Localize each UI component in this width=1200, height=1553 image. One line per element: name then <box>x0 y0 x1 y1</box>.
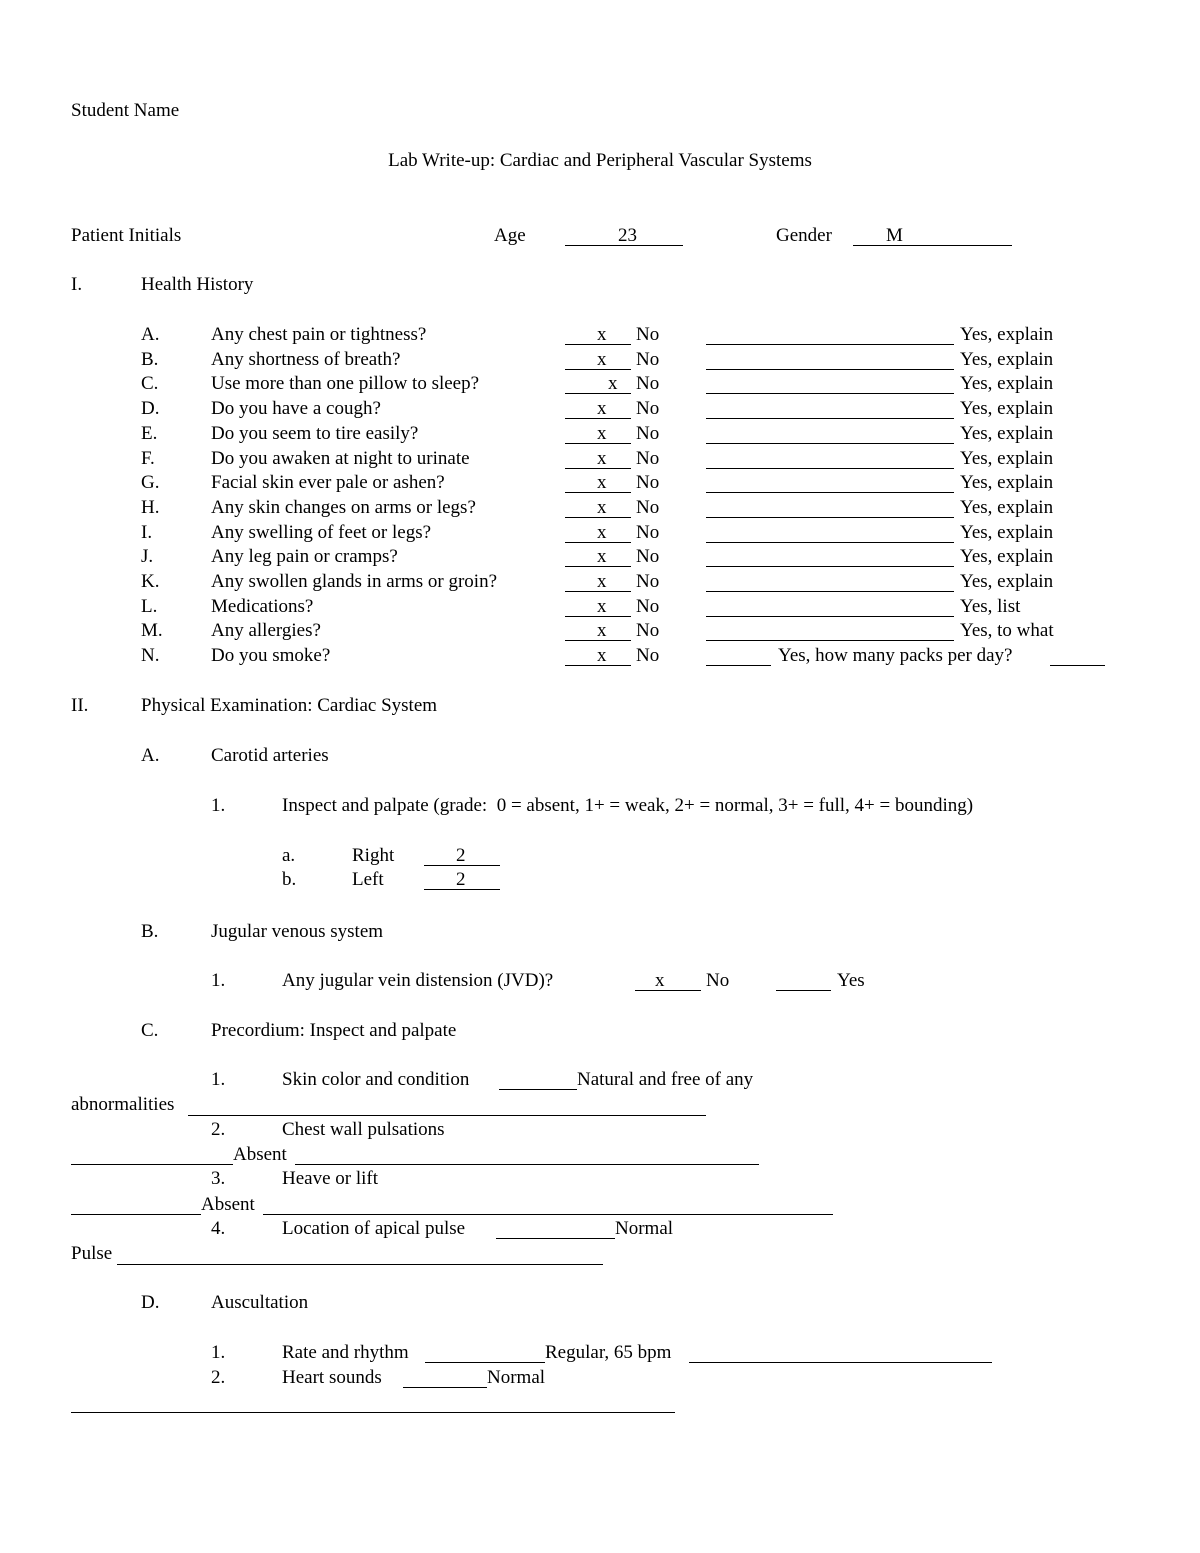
no-answer-mark[interactable]: x <box>597 423 607 444</box>
no-answer-mark[interactable]: x <box>608 373 618 394</box>
yes-explain-underline[interactable] <box>706 492 954 493</box>
no-answer-mark[interactable]: x <box>597 497 607 518</box>
chest-wall-underline-b <box>295 1164 759 1165</box>
no-label: No <box>636 349 660 370</box>
history-item-letter: G. <box>141 472 160 493</box>
heart-sounds-underline-a <box>403 1387 487 1388</box>
yes-label: Yes, explain <box>960 546 1054 567</box>
no-label: No <box>636 398 660 419</box>
patient-initials-label: Patient Initials <box>71 225 182 246</box>
history-question: Any swelling of feet or legs? <box>211 522 432 543</box>
section-1-numeral: I. <box>71 274 83 295</box>
yes-explain-underline[interactable] <box>706 418 954 419</box>
heave-lift-underline-a <box>71 1214 201 1215</box>
heave-lift-underline-b <box>263 1214 833 1215</box>
subsection-d-letter: D. <box>141 1292 160 1313</box>
yes-explain-underline[interactable] <box>706 517 954 518</box>
no-answer-mark[interactable]: x <box>597 349 607 370</box>
no-label: No <box>636 497 660 518</box>
history-question: Do you have a cough? <box>211 398 381 419</box>
history-question: Any swollen glands in arms or groin? <box>211 571 498 592</box>
history-item-letter: F. <box>141 448 155 469</box>
skin-color-answer-b[interactable]: abnormalities <box>71 1094 175 1115</box>
yes-label: Yes, explain <box>960 522 1054 543</box>
carotid-left-value[interactable]: 2 <box>456 869 466 890</box>
section-2-title: Physical Examination: Cardiac System <box>141 695 438 716</box>
auscultation-item-1-number: 1. <box>211 1342 226 1363</box>
history-question: Any chest pain or tightness? <box>211 324 427 345</box>
history-question: Any leg pain or cramps? <box>211 546 398 567</box>
no-answer-mark[interactable]: x <box>597 522 607 543</box>
packs-per-day-underline[interactable] <box>1050 665 1105 666</box>
no-answer-mark[interactable]: x <box>597 324 607 345</box>
history-item-letter: A. <box>141 324 160 345</box>
yes-label: Yes, explain <box>960 324 1054 345</box>
subsection-d-title: Auscultation <box>211 1292 309 1313</box>
yes-label: Yes, list <box>960 596 1021 617</box>
rate-rhythm-underline-a <box>425 1362 545 1363</box>
carotid-left-letter: b. <box>282 869 297 890</box>
history-question: Do you seem to tire easily? <box>211 423 419 444</box>
history-item-letter: N. <box>141 645 160 666</box>
section-2-numeral: II. <box>71 695 89 716</box>
yes-label: Yes, explain <box>960 373 1054 394</box>
yes-explain-underline[interactable] <box>706 369 954 370</box>
gender-label: Gender <box>776 225 832 246</box>
history-item-letter: I. <box>141 522 153 543</box>
carotid-right-label: Right <box>352 845 395 866</box>
no-label: No <box>636 324 660 345</box>
history-item-letter: L. <box>141 596 158 617</box>
no-label: No <box>636 522 660 543</box>
yes-label: Yes, explain <box>960 448 1054 469</box>
age-label: Age <box>494 225 526 246</box>
subsection-c-letter: C. <box>141 1020 159 1041</box>
chest-wall-underline-a <box>71 1164 233 1165</box>
history-item-letter: E. <box>141 423 158 444</box>
yes-explain-underline[interactable] <box>706 640 954 641</box>
carotid-left-label: Left <box>352 869 384 890</box>
yes-explain-underline[interactable] <box>706 566 954 567</box>
history-item-letter: H. <box>141 497 160 518</box>
yes-explain-underline[interactable] <box>706 344 954 345</box>
gender-value[interactable]: M <box>886 225 903 246</box>
chest-wall-pulsations-answer[interactable]: Absent <box>233 1144 287 1165</box>
jvd-yes-underline[interactable] <box>776 990 831 991</box>
history-question: Any shortness of breath? <box>211 349 401 370</box>
carotid-right-letter: a. <box>282 845 296 866</box>
yes-label: Yes, to what <box>960 620 1054 641</box>
no-answer-mark[interactable]: x <box>597 645 607 666</box>
carotid-item-1-text: Inspect and palpate (grade: 0 = absent, 1+ = weak, 2+ = normal, 3+ = full, 4+ = bounding) <box>282 795 974 816</box>
yes-label: Yes, explain <box>960 398 1054 419</box>
no-answer-mark[interactable]: x <box>597 472 607 493</box>
heave-lift-answer[interactable]: Absent <box>201 1194 255 1215</box>
no-answer-mark[interactable]: x <box>597 398 607 419</box>
apical-pulse-underline-b <box>117 1264 603 1265</box>
carotid-item-1-number: 1. <box>211 795 226 816</box>
skin-color-label: Skin color and condition <box>282 1069 470 1090</box>
subsection-c-title: Precordium: Inspect and palpate <box>211 1020 457 1041</box>
no-label: No <box>636 448 660 469</box>
no-label: No <box>636 472 660 493</box>
student-name-label: Student Name <box>71 100 180 121</box>
apical-pulse-answer-b[interactable]: Pulse <box>71 1243 113 1264</box>
heart-sounds-underline-b <box>71 1412 675 1413</box>
history-question: Do you awaken at night to urinate <box>211 448 470 469</box>
no-label: No <box>636 423 660 444</box>
no-label: No <box>636 645 660 666</box>
history-question: Use more than one pillow to sleep? <box>211 373 480 394</box>
skin-color-underline-b <box>188 1115 706 1116</box>
history-question: Do you smoke? <box>211 645 331 666</box>
subsection-b-title: Jugular venous system <box>211 921 384 942</box>
apical-pulse-underline-a <box>496 1238 615 1239</box>
precordium-item-4-number: 4. <box>211 1218 226 1239</box>
no-answer-mark[interactable]: x <box>597 546 607 567</box>
yes-label: Yes, explain <box>960 472 1054 493</box>
yes-label: Yes, explain <box>960 349 1054 370</box>
yes-explain-underline[interactable] <box>706 591 954 592</box>
jvd-item-number: 1. <box>211 970 226 991</box>
section-1-title: Health History <box>141 274 254 295</box>
precordium-item-1-number: 1. <box>211 1069 226 1090</box>
precordium-item-3-number: 3. <box>211 1168 226 1189</box>
jvd-no-underline <box>635 990 701 991</box>
history-item-letter: C. <box>141 373 159 394</box>
history-question: Facial skin ever pale or ashen? <box>211 472 445 493</box>
yes-explain-underline[interactable] <box>706 468 954 469</box>
history-item-letter: M. <box>141 620 163 641</box>
history-question: Any allergies? <box>211 620 321 641</box>
history-item-letter: B. <box>141 349 159 370</box>
history-item-letter: D. <box>141 398 160 419</box>
skin-color-underline-a <box>499 1089 577 1090</box>
no-label: No <box>636 546 660 567</box>
subsection-b-letter: B. <box>141 921 159 942</box>
yes-explain-underline[interactable] <box>706 616 954 617</box>
yes-explain-underline[interactable] <box>706 542 954 543</box>
no-label: No <box>636 571 660 592</box>
jvd-question: Any jugular vein distension (JVD)? <box>282 970 554 991</box>
yes-explain-underline[interactable] <box>706 443 954 444</box>
history-item-letter: K. <box>141 571 160 592</box>
yes-label: Yes, explain <box>960 423 1054 444</box>
rate-rhythm-underline-b <box>689 1362 992 1363</box>
heave-lift-label: Heave or lift <box>282 1168 379 1189</box>
rate-rhythm-label: Rate and rhythm <box>282 1342 409 1363</box>
gender-underline <box>853 245 1012 246</box>
yes-label: Yes, how many packs per day? <box>778 645 1013 666</box>
no-answer-mark[interactable]: x <box>597 448 607 469</box>
subsection-a-title: Carotid arteries <box>211 745 329 766</box>
jvd-no-label: No <box>706 970 730 991</box>
carotid-right-value[interactable]: 2 <box>456 845 466 866</box>
auscultation-item-2-number: 2. <box>211 1367 226 1388</box>
yes-underline[interactable] <box>706 665 771 666</box>
no-label: No <box>636 596 660 617</box>
jvd-no-mark[interactable]: x <box>655 970 665 991</box>
document-title: Lab Write-up: Cardiac and Peripheral Vascular Systems <box>388 150 812 171</box>
no-answer-underline <box>565 393 631 394</box>
history-question: Medications? <box>211 596 314 617</box>
age-value[interactable]: 23 <box>618 225 637 246</box>
subsection-a-letter: A. <box>141 745 160 766</box>
heart-sounds-answer[interactable]: Normal <box>487 1367 546 1388</box>
rate-rhythm-answer[interactable]: Regular, 65 bpm <box>545 1342 672 1363</box>
history-item-letter: J. <box>141 546 154 567</box>
apical-pulse-answer-a[interactable]: Normal <box>615 1218 674 1239</box>
no-label: No <box>636 620 660 641</box>
yes-label: Yes, explain <box>960 497 1054 518</box>
history-question: Any skin changes on arms or legs? <box>211 497 476 518</box>
jvd-yes-label: Yes <box>837 970 865 991</box>
no-answer-mark[interactable]: x <box>597 596 607 617</box>
yes-label: Yes, explain <box>960 571 1054 592</box>
no-answer-mark[interactable]: x <box>597 620 607 641</box>
chest-wall-pulsations-label: Chest wall pulsations <box>282 1119 445 1140</box>
yes-explain-underline[interactable] <box>706 393 954 394</box>
heart-sounds-label: Heart sounds <box>282 1367 382 1388</box>
precordium-item-2-number: 2. <box>211 1119 226 1140</box>
skin-color-answer-a[interactable]: Natural and free of any <box>577 1069 754 1090</box>
no-answer-mark[interactable]: x <box>597 571 607 592</box>
no-label: No <box>636 373 660 394</box>
apical-pulse-label: Location of apical pulse <box>282 1218 466 1239</box>
